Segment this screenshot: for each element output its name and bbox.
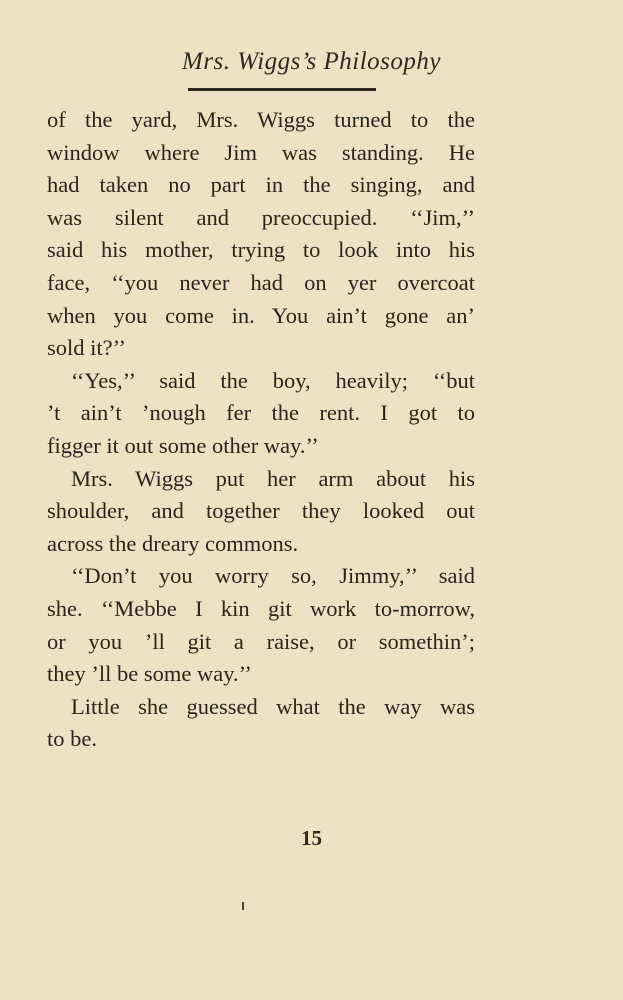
body-text <box>47 104 475 756</box>
text-line: Mrs. Wiggs put her arm about his <box>71 465 475 491</box>
text-line: shoulder, and together they looked out <box>47 498 475 524</box>
text-line: they ’ll be some way.’’ <box>47 661 252 687</box>
text-line: figger it out some other way.’’ <box>47 432 319 458</box>
text-line: ‘‘Yes,’’ said the boy, heavily; ‘‘but <box>71 367 475 393</box>
text-line: when you come in. You ain’t gone an’ <box>47 302 475 328</box>
header-rule <box>188 88 376 91</box>
text-line: across the dreary commons. <box>47 530 299 556</box>
text-line: had taken no part in the singing, and <box>47 172 475 198</box>
text-line: window where Jim was standing. He <box>47 139 475 165</box>
running-head-title: Mrs. Wiggs’s Philosophy <box>182 48 441 75</box>
text-line: or you ’ll git a raise, or somethin’; <box>47 628 475 654</box>
page-number: 15 <box>301 826 322 850</box>
text-line: of the yard, Mrs. Wiggs turned to the <box>47 107 475 132</box>
text-line: said his mother, trying to look into his <box>47 237 475 263</box>
print-speck <box>242 902 244 910</box>
text-line: ’t ain’t ’nough fer the rent. I got to <box>47 400 475 426</box>
text-line: was silent and preoccupied. ‘‘Jim,’’ <box>47 204 475 230</box>
text-line: ‘‘Don’t you worry so, Jimmy,’’ said <box>71 563 475 589</box>
text-line: to be. <box>47 726 97 752</box>
text-line: Little she guessed what the way was <box>71 693 475 719</box>
text-line: face, ‘‘you never had on yer overcoat <box>47 269 475 295</box>
text-line: sold it?’’ <box>47 335 126 361</box>
text-line: she. ‘‘Mebbe I kin git work to-morrow, <box>47 595 475 621</box>
